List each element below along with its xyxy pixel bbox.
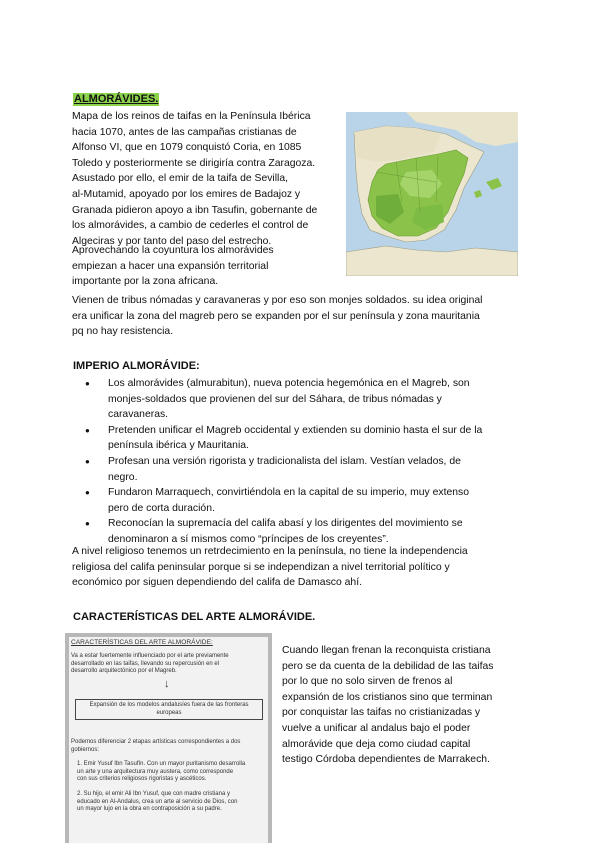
taifas-map-image xyxy=(346,112,518,276)
list-item xyxy=(90,454,550,485)
list-item xyxy=(90,485,550,516)
text-line: testigo Córdoba dependientes de Marrakech. xyxy=(282,754,490,766)
text-line: desarrollo arquitectónico por el Magreb. xyxy=(71,668,177,674)
text-line: pero de corta duración. xyxy=(108,502,215,514)
text-line: monjes-soldados que provienen del sur del Sáhara, de tribus nómadas y xyxy=(108,393,442,405)
text-line: económico por siguen dependiendo del califa de Damasco ahí. xyxy=(72,577,362,589)
text-line: ● Los almorávides (almurabitun), nueva potencia hegemónica en el Magreb, son xyxy=(108,378,470,389)
religion-paragraph xyxy=(72,544,552,591)
text-line: Granada pidieron apoyo a ibn Tasufin, gobernante de xyxy=(72,204,318,216)
heading-almoravides: ALMORÁVIDES. xyxy=(74,93,159,105)
text-line: almorávide que deja como ciudad capital xyxy=(282,738,471,750)
text-line: importante por la zona africana. xyxy=(72,276,219,288)
text-line: Vienen de tribus nómadas y caravaneras y por eso son monjes soldados. su idea original xyxy=(72,295,483,306)
text-line: Va a estar fuertemente influenciado por el arte previamente xyxy=(71,653,229,659)
heading-imperio: IMPERIO ALMORÁVIDE: xyxy=(73,360,200,372)
down-arrow-icon: ↓ xyxy=(164,678,170,690)
origin-paragraph xyxy=(72,293,542,340)
text-line: 1. Emir Yusuf Ibn Tasufín. Con un mayor puritanismo desarrolla xyxy=(77,761,246,767)
text-line: vuelve a unificar al andalus bajo el poder xyxy=(282,722,471,734)
text-line: Cuando llegan frenan la reconquista cristiana xyxy=(282,645,491,656)
text-line: 2. Su hijo, el emir Ali Ibn Yusuf, que con madre cristiana y xyxy=(77,791,230,797)
text-line: Asustado por ello, el emir de la taifa de Sevilla, xyxy=(72,173,289,185)
text-line: denominaron a sí mismos como “príncipes de los creyentes”. xyxy=(108,533,389,545)
list-item xyxy=(90,376,550,423)
text-line: al-Mutamid, apoyado por los emires de Badajoz y xyxy=(72,188,301,200)
text-line: Mapa de los reinos de taifas en la Península Ibérica xyxy=(72,111,311,122)
text-line: desarrollado en las taifas, llevando su repercusión en el xyxy=(71,660,220,667)
text-line: educado en Al-Andalus, crea un arte al servicio de Dios, con xyxy=(77,798,238,805)
text-line: pero se da cuenta de la debilidad de las taifas xyxy=(282,660,494,672)
list-item xyxy=(90,423,550,454)
text-line: península ibérica y Mauritania. xyxy=(108,440,249,452)
text-line: empiezan a hacer una expansión territorial xyxy=(72,260,269,272)
text-line: Aprovechando la coyuntura los almorávides xyxy=(72,245,274,256)
note-bullet-1 xyxy=(71,653,229,676)
expansion-paragraph xyxy=(72,243,342,290)
note-item-1 xyxy=(77,761,245,784)
text-line: con sus criterios religiosos rigoristas y ascéticos. xyxy=(77,776,207,782)
reconquista-paragraph xyxy=(282,643,552,768)
note-bullet-2 xyxy=(71,739,240,754)
text-line: por lo que no solo sirven de frenos al xyxy=(282,676,453,688)
text-line: ● Fundaron Marraquech, convirtiéndola en la capital de su imperio, muy extenso xyxy=(108,487,469,499)
list-item xyxy=(90,516,550,547)
text-line: un mayor lujo en la obra en contraposición a su padre. xyxy=(77,806,222,812)
text-line: un arte y una arquitectura muy austera, como corresponde xyxy=(77,768,234,775)
note-box xyxy=(75,699,263,720)
text-line: A nivel religioso tenemos un retrdecimiento en la península, no tiene la independencia xyxy=(72,546,468,557)
text-line: Expansión de los modelos andalusíes fuera de las fronteras xyxy=(89,702,249,708)
text-line: expansión de los cristianos sino que terminan xyxy=(282,691,493,703)
text-line: por conquistar las taifas no cristianizadas y xyxy=(282,707,481,719)
text-line: ● Pretenden unificar el Magreb occidental y extienden su dominio hasta el sur de la xyxy=(108,424,483,436)
heading-caracteristicas: CARACTERÍSTICAS DEL ARTE ALMORÁVIDE. xyxy=(73,611,316,623)
taifas-map-icon xyxy=(346,112,518,276)
text-line: caravaneras. xyxy=(108,409,169,421)
text-line: era unificar la zona del magreb pero se expanden por el sur península y zona mauritania xyxy=(72,310,480,322)
text-line: Alfonso VI, que en 1079 conquistó Coria, en 1085 xyxy=(72,142,302,154)
text-line: los almorávides, a cambio de cederles el control de xyxy=(72,220,309,232)
text-line: ● Profesan una versión rigorista y tradicionalista del islam. Vestían velados, de xyxy=(108,455,461,467)
text-line: Toledo y posteriormente se dirigiría contra Zaragoza. xyxy=(72,157,316,169)
text-line: hacia 1070, antes de las campañas cristianas de xyxy=(72,126,297,138)
text-line: negro. xyxy=(108,471,138,483)
text-line: gobiernos: xyxy=(71,746,100,753)
note-title: CARACTERÍSTICAS DEL ARTE ALMORÁVIDE: xyxy=(71,639,213,646)
text-line: Algeciras y por tanto del paso del estrecho. xyxy=(72,235,272,247)
text-line: Podemos diferenciar 2 etapas artísticas correspondientes a dos xyxy=(71,739,241,745)
intro-paragraph xyxy=(72,109,342,249)
text-line: ● Reconocían la supremacía del califa abasí y los dirigentes del movimiento se xyxy=(108,518,463,530)
text-line: europeas xyxy=(156,709,182,716)
note-item-2 xyxy=(77,791,237,814)
text-line: religiosa del califa peninsular porque si se independizan a nivel territorial político y xyxy=(72,561,450,573)
imperio-bullet-list xyxy=(90,376,550,548)
notes-scan-image xyxy=(65,633,272,843)
text-line: pq no hay resistencia. xyxy=(72,326,174,338)
